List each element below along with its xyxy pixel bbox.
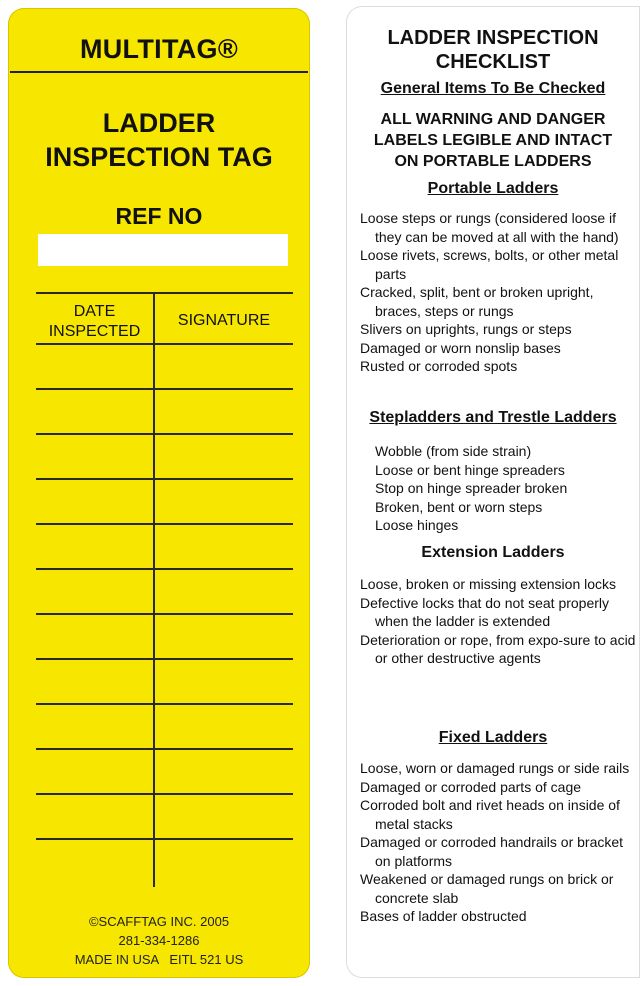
grid-rule: [36, 388, 293, 390]
grid-rule: [36, 523, 293, 525]
grid-rule: [36, 343, 293, 345]
list-item: Cracked, split, bent or broken upright, braces, steps or rungs: [360, 284, 594, 319]
list-item: Rusted or corroded spots: [360, 358, 518, 374]
list-item: Loose hinges: [375, 517, 459, 533]
ref-no-field[interactable]: [38, 234, 288, 266]
tag-title: [8, 106, 310, 174]
list-item: Bases of ladder obstructed: [360, 908, 527, 924]
checklist-card: [346, 6, 640, 978]
list-item: Damaged or worn nonslip bases: [360, 339, 561, 356]
ref-no-label: REF NO: [115, 203, 203, 229]
list-item: Broken, bent or worn steps: [375, 498, 543, 515]
list-item: Deterioration or rope, from expo-sure to acid or other destructive agents: [360, 631, 636, 666]
column-divider: [153, 292, 155, 887]
grid-rule: [36, 793, 293, 795]
grid-rule: [36, 433, 293, 435]
general-line3: ON PORTABLE LADDERS: [394, 153, 592, 170]
grid-rule: [36, 838, 293, 840]
made-in-line: MADE IN USA EITL 521 US: [74, 952, 244, 967]
copyright-line: ©SCAFFTAG INC. 2005: [88, 914, 230, 929]
date-header-line2: INSPECTED: [48, 323, 141, 340]
portable-list: [360, 209, 640, 376]
list-item: Defective locks that do not seat properly when the ladder is extended: [360, 594, 610, 629]
inspection-log-grid: [36, 292, 293, 887]
general-heading: General Items To Be Checked: [380, 80, 606, 97]
date-header-line1: DATE: [73, 303, 116, 320]
tag-footer: [8, 912, 310, 969]
extension-list: [360, 575, 640, 668]
list-item: Loose steps or rungs (considered loose if they can be moved at all with the hand): [360, 210, 619, 245]
grid-rule: [36, 568, 293, 570]
brand-name: MULTITAG®: [79, 34, 239, 64]
general-line2: LABELS LEGIBLE AND INTACT: [373, 132, 613, 149]
date-inspected-header: [36, 302, 153, 342]
list-item: Damaged or corroded parts of cage: [360, 778, 582, 795]
list-item: Weakened or damaged rungs on brick or concrete slab: [360, 871, 614, 906]
tag-title-line2: INSPECTION TAG: [45, 142, 273, 172]
checklist-title-line1: LADDER INSPECTION: [387, 27, 599, 49]
list-item: Wobble (from side strain): [375, 443, 532, 459]
list-item: Loose rivets, screws, bolts, or other metal parts: [360, 247, 619, 282]
general-line1: ALL WARNING AND DANGER: [380, 111, 606, 128]
inspection-tag: [8, 8, 310, 978]
tag-title-line1: LADDER: [102, 108, 216, 138]
stepladders-list: [360, 442, 640, 535]
grid-rule: [36, 478, 293, 480]
fixed-heading: Fixed Ladders: [438, 729, 548, 746]
grid-rule: [36, 292, 293, 294]
grid-rule: [36, 613, 293, 615]
list-item: Loose or bent hinge spreaders: [375, 461, 565, 478]
list-item: Damaged or corroded handrails or bracket on platforms: [360, 834, 624, 869]
grid-rule: [36, 703, 293, 705]
list-item: Loose, broken or missing extension locks: [360, 576, 617, 592]
list-item: Slivers on uprights, rungs or steps: [360, 321, 572, 337]
list-item: Loose, worn or damaged rungs or side rails: [360, 760, 630, 776]
brand-divider: [10, 71, 308, 73]
list-item: Stop on hinge spreader broken: [375, 480, 568, 496]
checklist-title: [346, 26, 640, 74]
grid-rule: [36, 748, 293, 750]
signature-header: SIGNATURE: [177, 312, 271, 329]
checklist-title-line2: CHECKLIST: [435, 51, 551, 73]
general-warning: [346, 109, 640, 172]
stepladders-heading: Stepladders and Trestle Ladders: [369, 409, 617, 426]
list-item: Corroded bolt and rivet heads on inside of metal stacks: [360, 797, 620, 832]
phone-line: 281-334-1286: [118, 933, 200, 948]
fixed-list: [360, 759, 640, 926]
extension-heading: Extension Ladders: [421, 544, 565, 561]
grid-rule: [36, 658, 293, 660]
portable-heading: Portable Ladders: [427, 180, 559, 197]
